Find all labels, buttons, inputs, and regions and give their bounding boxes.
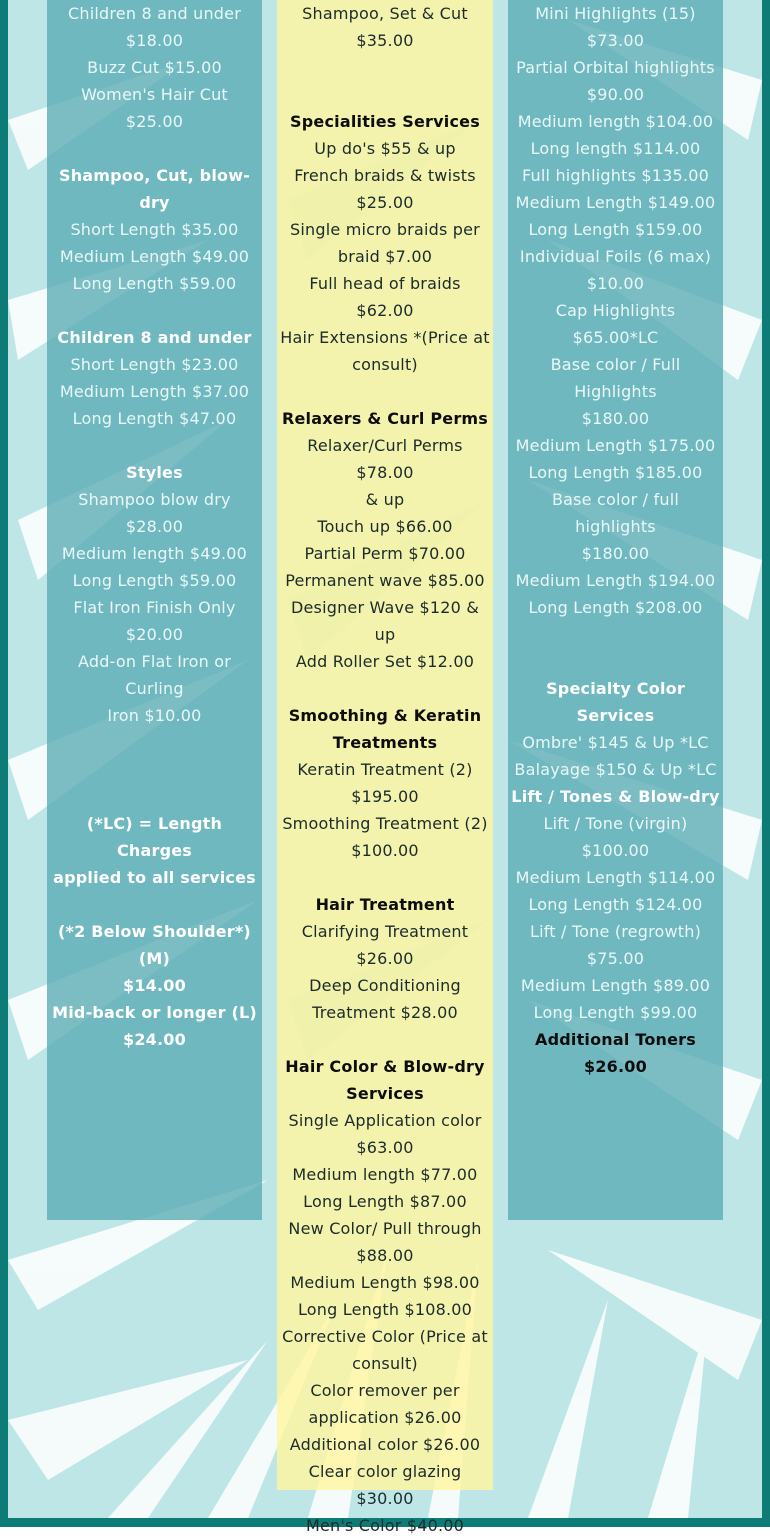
price-item: Partial Orbital highlights: [516, 58, 715, 77]
price-item: Medium Length $149.00: [515, 193, 716, 212]
section-heading: Treatments: [332, 733, 438, 752]
note-text: (*2 Below Shoulder*) (M): [58, 922, 251, 968]
price-item: consult): [352, 1354, 418, 1373]
price-item: Relaxer/Curl Perms $78.00: [307, 436, 463, 482]
price-item: Women's Hair Cut $25.00: [81, 85, 228, 131]
price-item: Corrective Color (Price at: [282, 1327, 488, 1346]
price-item: French braids & twists: [294, 166, 476, 185]
price-item: Base color / Full Highlights: [550, 355, 681, 401]
price-item: Permanent wave $85.00: [285, 571, 485, 590]
price-item: $100.00: [351, 841, 419, 860]
price-item: Shampoo blow dry $28.00: [78, 490, 231, 536]
price-item: Base color / full highlights: [551, 490, 680, 536]
price-item: consult): [352, 355, 418, 374]
price-item: Lift / Tone (virgin) $100.00: [543, 814, 688, 860]
section-heading: Specialities Services: [290, 112, 480, 131]
section-heading: Hair Color & Blow-dry: [285, 1057, 485, 1076]
price-item: Full head of braids $62.00: [309, 274, 461, 320]
price-item: Keratin Treatment (2): [297, 760, 473, 779]
price-item: Short Length $35.00: [70, 220, 239, 239]
price-item: Long Length $59.00: [72, 571, 237, 590]
price-item: Clear color glazing $30.00: [308, 1462, 462, 1508]
price-item: Short Length $23.00: [70, 355, 239, 374]
note-text: $14.00: [123, 976, 186, 995]
price-item: Add-on Flat Iron or Curling: [77, 652, 231, 698]
section-heading: Smoothing & Keratin: [288, 706, 482, 725]
price-item: Hair Extensions *(Price at: [280, 328, 490, 347]
price-item: application $26.00: [308, 1408, 462, 1427]
section-heading: Children 8 and under: [57, 328, 252, 347]
price-item: $10.00: [586, 274, 645, 293]
section-heading: Relaxers & Curl Perms: [281, 409, 489, 428]
price-item: Medium length $77.00: [292, 1165, 478, 1184]
left-column: [47, 0, 262, 1220]
price-item: $90.00: [586, 85, 645, 104]
note-text: applied to all services: [53, 868, 256, 887]
price-item: Long length $114.00: [530, 139, 701, 158]
price-item: Long Length $208.00: [528, 598, 703, 617]
note-text: (*LC) = Length Charges: [86, 814, 223, 860]
price-item: Iron $10.00: [107, 706, 202, 725]
section-heading: Services: [346, 1084, 424, 1103]
price-item: Long Length $185.00: [528, 463, 703, 482]
price-item: $35.00: [356, 31, 414, 50]
price-item: Children 8 and under: [68, 4, 241, 23]
price-item: $18.00: [125, 31, 184, 50]
price-item: New Color/ Pull through: [288, 1219, 482, 1238]
price-item: Individual Foils (6 max): [519, 247, 712, 266]
price-item: Long Length $108.00: [297, 1300, 473, 1319]
price-item: $25.00: [356, 193, 414, 212]
right-column: [508, 0, 723, 1220]
price-item: Long Length $124.00: [528, 895, 703, 914]
price-item: Deep Conditioning: [309, 976, 461, 995]
price-item: Flat Iron Finish Only: [73, 598, 236, 617]
price-item: $195.00: [351, 787, 419, 806]
price-item: Long Length $47.00: [72, 409, 237, 428]
section-heading: Additional Toners $26.00: [535, 1030, 696, 1076]
price-item: Men's Color $40.00: [305, 1516, 465, 1535]
price-item: Medium length $104.00: [517, 112, 714, 131]
price-item: Additional color $26.00: [289, 1435, 481, 1454]
price-item: $63.00: [356, 1138, 414, 1157]
price-item: Medium Length $49.00: [59, 247, 250, 266]
price-item: Designer Wave $120 & up: [290, 598, 480, 644]
price-item: $180.00: [581, 544, 650, 563]
price-item: Long Length $87.00: [303, 1192, 467, 1211]
price-item: Medium Length $175.00: [515, 436, 716, 455]
price-item: Medium Length $114.00: [515, 868, 716, 887]
price-item: $20.00: [125, 625, 184, 644]
price-item: Mini Highlights (15) $73.00: [535, 4, 696, 50]
price-item: Shampoo, Set & Cut: [302, 4, 468, 23]
price-item: braid $7.00: [337, 247, 433, 266]
price-item: Long Length $59.00: [72, 274, 237, 293]
section-heading: Lift / Tones & Blow-dry: [511, 787, 720, 806]
section-heading: Specialty Color Services: [546, 679, 685, 725]
price-item: $88.00: [356, 1246, 414, 1265]
price-item: Long Length $99.00: [533, 1003, 698, 1022]
price-item: $26.00: [356, 949, 414, 968]
note-text: $24.00: [123, 1030, 186, 1049]
price-item: Full highlights $135.00: [522, 166, 709, 185]
section-heading: Hair Treatment: [315, 895, 455, 914]
price-item: Single Application color: [288, 1111, 482, 1130]
price-item: Medium Length $37.00: [59, 382, 250, 401]
price-item: Clarifying Treatment: [301, 922, 469, 941]
price-item: $75.00: [586, 949, 645, 968]
price-item: Medium Length $89.00: [520, 976, 711, 995]
price-item: & up: [365, 490, 405, 509]
price-item: Buzz Cut $15.00: [87, 58, 222, 77]
price-item: Medium Length $98.00: [290, 1273, 480, 1292]
price-item: Touch up $66.00: [317, 517, 453, 536]
price-item: $180.00: [581, 409, 650, 428]
section-heading: Styles: [126, 463, 183, 482]
price-item: Smoothing Treatment (2): [282, 814, 488, 833]
price-item: Single micro braids per: [290, 220, 480, 239]
price-item: Long Length $159.00: [528, 220, 703, 239]
price-item: Medium length $49.00: [61, 544, 248, 563]
price-item: Ombre' $145 & Up *LC: [522, 733, 709, 752]
price-item: Cap Highlights $65.00*LC: [555, 301, 676, 347]
price-item: Lift / Tone (regrowth): [529, 922, 702, 941]
price-item: Add Roller Set $12.00: [295, 652, 475, 671]
price-item: Treatment $28.00: [312, 1003, 458, 1022]
price-item: Medium Length $194.00: [515, 571, 716, 590]
middle-column: [277, 0, 493, 1535]
price-item: Color remover per: [310, 1381, 460, 1400]
price-item: Partial Perm $70.00: [304, 544, 466, 563]
price-item: Up do's $55 & up: [314, 139, 456, 158]
section-heading: Shampoo, Cut, blow-dry: [58, 166, 251, 212]
note-text: Mid-back or longer (L): [52, 1003, 257, 1022]
price-item: Balayage $150 & Up *LC: [514, 760, 717, 779]
